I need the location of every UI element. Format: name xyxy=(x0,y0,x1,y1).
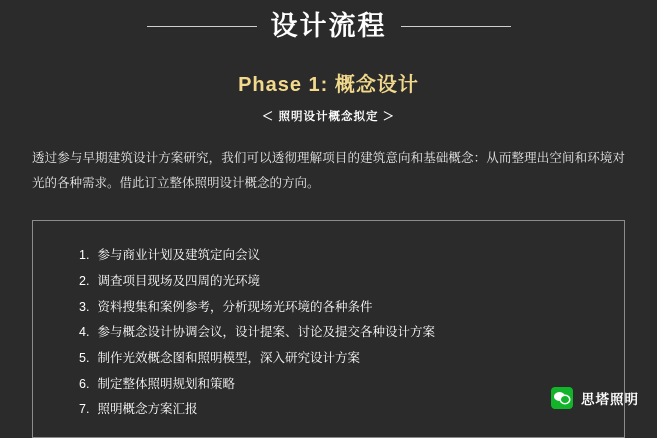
list-item xyxy=(79,346,624,372)
list-item-label: 制定整体照明规划和策略 xyxy=(97,376,235,391)
brand-footer xyxy=(551,387,639,409)
list-item-number: 3. xyxy=(79,299,90,314)
list-item-number: 1. xyxy=(79,248,90,263)
title-rule-left xyxy=(147,26,257,27)
list-item-label: 参与概念设计协调会议，设计提案、讨论及提交各种设计方案 xyxy=(97,325,435,340)
list-item-label: 照明概念方案汇报 xyxy=(97,402,198,417)
list-item-number: 4. xyxy=(79,325,90,340)
list-item xyxy=(79,372,624,398)
list-item xyxy=(79,295,624,321)
process-list xyxy=(33,243,624,422)
list-item-number: 5. xyxy=(79,350,90,365)
list-item-number: 6. xyxy=(79,376,90,391)
title-rule-right xyxy=(401,26,511,27)
body-paragraph: 透过参与早期建筑设计方案研究，我们可以透彻理解项目的建筑意向和基础概念：从而整理出空间和环境对光的各种需求。借此订立整体照明设计概念的方向。 xyxy=(32,151,625,191)
phase-subtitle: ＜ 照明设计概念拟定 ＞ xyxy=(261,111,396,124)
page-title: 设计流程 xyxy=(270,11,387,41)
process-list-box xyxy=(32,220,625,437)
list-item xyxy=(79,243,624,269)
list-item-number: 7. xyxy=(79,402,90,417)
wechat-logo-icon xyxy=(551,387,573,409)
list-item xyxy=(79,269,624,295)
list-item-label: 参与商业计划及建筑定向会议 xyxy=(97,248,260,263)
phase-title: Phase 1: 概念设计 xyxy=(238,74,419,97)
list-item-number: 2. xyxy=(79,274,90,289)
brand-name: 思塔照明 xyxy=(581,392,639,407)
list-item-label: 制作光效概念图和照明模型，深入研究设计方案 xyxy=(97,350,360,365)
list-item-label: 资料搜集和案例参考，分析现场光环境的各种条件 xyxy=(97,299,373,314)
page-title-row xyxy=(28,0,629,42)
list-item xyxy=(79,320,624,346)
list-item-label: 调查项目现场及四周的光环境 xyxy=(97,274,260,289)
